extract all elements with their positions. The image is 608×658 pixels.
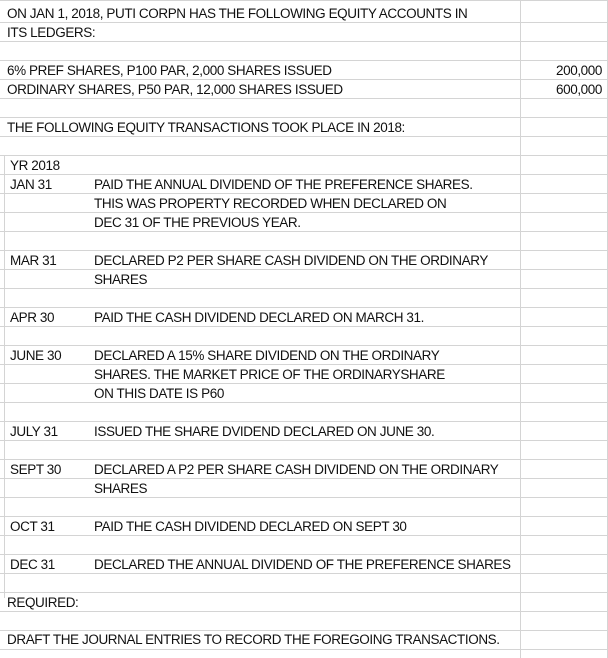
transaction-date: DEC 31: [10, 557, 55, 572]
column-divider: [4, 155, 5, 598]
row-divider: [0, 231, 608, 232]
transaction-date: JUNE 30: [10, 348, 62, 363]
row-divider: [0, 0, 608, 1]
transaction-text: ON THIS DATE IS P60: [94, 386, 224, 401]
required-label: REQUIRED:: [7, 595, 79, 610]
account-amount: 600,000: [556, 82, 602, 97]
row-divider: [0, 402, 608, 403]
transaction-text: DEC 31 OF THE PREVIOUS YEAR.: [94, 215, 301, 230]
transaction-text: SHARES. THE MARKET PRICE OF THE ORDINARYSHARE: [94, 367, 445, 382]
account-amount: 200,000: [556, 63, 602, 78]
transaction-date: SEPT 30: [10, 462, 61, 477]
transaction-date: APR 30: [10, 310, 55, 325]
transaction-date: JAN 31: [10, 177, 52, 192]
transaction-text: DECLARED P2 PER SHARE CASH DIVIDEND ON THE ORDINARY: [94, 253, 488, 268]
transaction-text: DECLARED THE ANNUAL DIVIDEND OF THE PREFERENCE SHARES: [94, 557, 511, 572]
transaction-text: SHARES: [94, 481, 148, 496]
intro-line-1: ON JAN 1, 2018, PUTI CORPN HAS THE FOLLOWING EQUITY ACCOUNTS IN: [7, 6, 468, 21]
transaction-text: ISSUED THE SHARE DVIDEND DECLARED ON JUNE 30.: [94, 424, 435, 439]
transaction-text: PAID THE CASH DIVIDEND DECLARED ON MARCH 31.: [94, 310, 424, 325]
transaction-text: PAID THE ANNUAL DIVIDEND OF THE PREFERENCE SHARES.: [94, 177, 473, 192]
year-label: YR 2018: [10, 158, 60, 173]
transaction-text: PAID THE CASH DIVIDEND DECLARED ON SEPT 30: [94, 519, 407, 534]
row-divider: [0, 155, 608, 156]
row-divider: [0, 611, 608, 612]
transaction-text: THIS WAS PROPERTY RECORDED WHEN DECLARED ON: [94, 196, 447, 211]
transaction-text: DECLARED A P2 PER SHARE CASH DIVIDEND ON THE ORDINARY: [94, 462, 499, 477]
row-divider: [0, 497, 608, 498]
row-divider: [0, 649, 608, 650]
transaction-date: OCT 31: [10, 519, 55, 534]
account-label: ORDINARY SHARES, P50 PAR, 12,000 SHARES ISSUED: [7, 82, 343, 97]
row-divider: [0, 288, 608, 289]
required-text: DRAFT THE JOURNAL ENTRIES TO RECORD THE FOREGOING TRANSACTIONS.: [7, 632, 500, 647]
transaction-date: JULY 31: [10, 424, 58, 439]
transactions-heading: THE FOLLOWING EQUITY TRANSACTIONS TOOK PLACE IN 2018:: [7, 120, 405, 135]
intro-line-2: ITS LEDGERS:: [7, 25, 96, 40]
transaction-text: SHARES: [94, 272, 148, 287]
transaction-text: DECLARED A 15% SHARE DIVIDEND ON THE ORDINARY: [94, 348, 440, 363]
row-divider: [0, 592, 608, 593]
account-label: 6% PREF SHARES, P100 PAR, 2,000 SHARES ISSUED: [7, 63, 332, 78]
transaction-date: MAR 31: [10, 253, 57, 268]
